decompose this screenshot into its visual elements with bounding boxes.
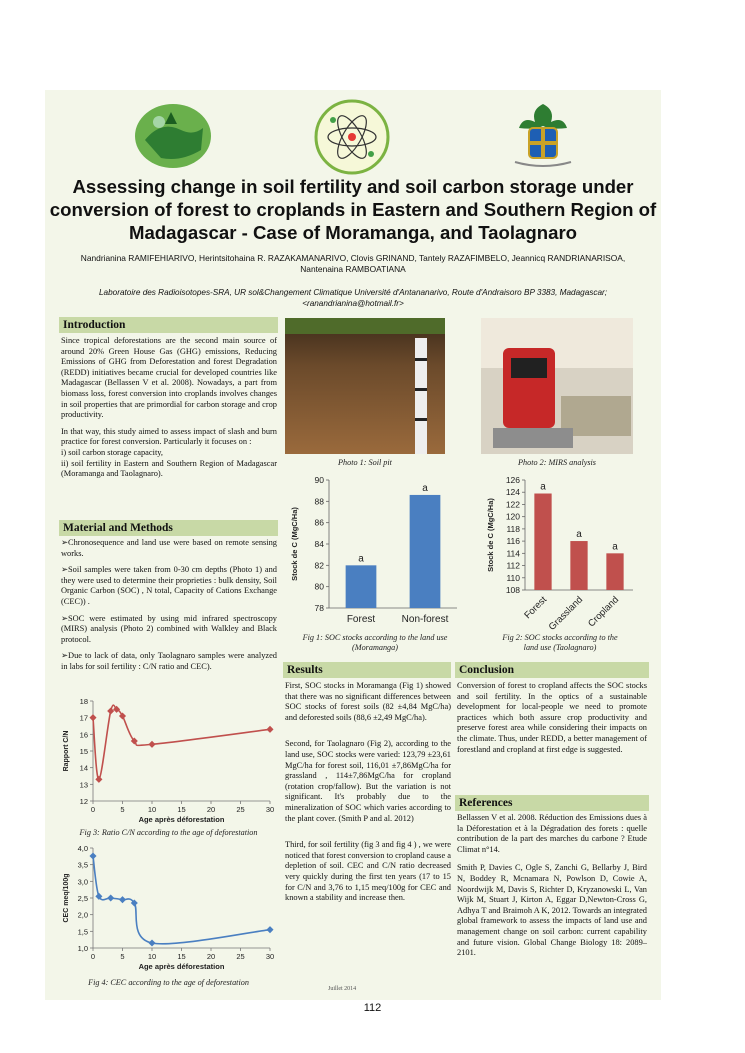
author-list: Nandrianina RAMIFEHIARIVO, Herintsitohaina R. RAZAKAMANARIVO, Clovis GRINAND, Tantely RAZAFIMBELO, Jeannicq RANDRIANARISOA, Nantenaina RAMBOATIANA xyxy=(80,253,626,274)
significance-letter: a xyxy=(422,482,428,494)
conclusion-heading: Conclusion xyxy=(455,662,649,678)
references-heading: References xyxy=(455,795,649,811)
data-point xyxy=(107,707,114,714)
y-tick-label: 90 xyxy=(314,475,324,485)
page-number: 112 xyxy=(363,1002,382,1014)
bar xyxy=(570,541,587,590)
intro-paragraph: In that way, this study aimed to assess impact of slash and burn practice for forest conversion. Particularly it focuses on : xyxy=(61,426,277,447)
x-tick-label: 15 xyxy=(177,952,186,961)
data-point xyxy=(119,896,126,903)
significance-letter: a xyxy=(576,529,582,541)
fig1-caption: Fig 1: SOC stocks according to the land use (Moramanga) xyxy=(302,633,448,652)
photo1-soil-pit xyxy=(285,318,445,454)
madagascar-partner-logo-icon xyxy=(131,100,215,172)
y-tick-label: 118 xyxy=(506,523,520,534)
bar xyxy=(346,565,377,608)
y-tick-label: 80 xyxy=(314,581,324,592)
fig4-cec-chart xyxy=(59,842,278,974)
footer-date: Juillet 2014 xyxy=(328,986,357,992)
x-tick-label: 15 xyxy=(177,805,186,814)
y-tick-label: 2,5 xyxy=(77,894,88,903)
data-point xyxy=(89,714,96,721)
bar xyxy=(606,553,623,590)
photo1-caption: Photo 1: Soil pit xyxy=(338,458,392,467)
introduction-text xyxy=(61,336,277,480)
x-tick-label: 25 xyxy=(236,952,245,961)
y-tick-label: 1,5 xyxy=(77,927,88,937)
fig4-caption: Fig 4: CEC according to the age of deforestation xyxy=(88,978,249,987)
affiliation: Laboratoire des Radioisotopes-SRA, UR sol&Changement Climatique Université d'Antananarivo, Route d'Andraisoro BP 3383, Madagascar; <ranandrianina@hotmail.fr> xyxy=(99,288,607,308)
category-label: Forest xyxy=(522,594,550,622)
intro-paragraph: i) soil carbon storage capacity, xyxy=(61,447,164,457)
y-tick-label: 82 xyxy=(314,560,324,571)
methods-heading: Material and Methods xyxy=(59,520,278,536)
y-tick-label: 2,0 xyxy=(77,910,88,920)
university-seal-logo-icon xyxy=(501,100,585,172)
y-tick-label: 12 xyxy=(79,797,88,806)
x-axis-label: Age après déforestation xyxy=(138,962,225,971)
reference-item: Bellassen V et al. 2008. Réduction des Emissions dues à la Déforestation et à la Dégradation des forets : quelle contribution de la part des marches du carbone ? Etude Climat n°14. xyxy=(457,813,647,854)
y-tick-label: 15 xyxy=(79,747,88,756)
results-paragraph: Third, for soil fertility (fig 3 and fig 4 ) , we were noticed that forest conversion to cropland cause a depletion of soil. CEC and C/N ratio decreased very quickly during the first ten years (17 to 15 for C/N and 3,76 to 1,15 meq/100g for CEC and known a stability and increase then. xyxy=(285,840,451,903)
y-tick-label: 78 xyxy=(314,603,324,613)
y-axis-label: Stock de C (MgC/Ha) xyxy=(486,498,495,572)
methods-item: ➢Due to lack of data, only Taolagnaro samples were analyzed in labs for soil fertility : C/N ratio and CEC). xyxy=(61,651,277,671)
methods-item: ➢Chronosequence and land use were based on remote sensing works. xyxy=(61,538,277,558)
x-tick-label: 20 xyxy=(206,805,216,814)
x-tick-label: 30 xyxy=(265,805,275,814)
x-tick-label: 30 xyxy=(265,952,275,961)
y-tick-label: 16 xyxy=(79,730,88,740)
y-axis-label: CEC meq/100g xyxy=(63,873,70,923)
bar xyxy=(534,494,551,590)
data-point xyxy=(95,776,102,783)
category-label: Non-forest xyxy=(401,614,449,625)
results-paragraph: First, SOC stocks in Moramanga (Fig 1) showed that there was no significant differences between SOC stocks of forest soils (82 ±4,84 MgC/ha) and deforested soils (88,6 ±2,49 MgC/ha). xyxy=(285,681,451,722)
y-tick-label: 116 xyxy=(506,536,520,547)
y-tick-label: 1,0 xyxy=(77,944,88,953)
x-tick-label: 0 xyxy=(90,952,96,961)
y-tick-label: 17 xyxy=(79,713,88,723)
fig3-cn-ratio-chart xyxy=(59,695,278,827)
results-heading: Results xyxy=(283,662,451,678)
y-tick-label: 18 xyxy=(79,697,88,706)
y-tick-label: 86 xyxy=(314,517,324,528)
x-tick-label: 20 xyxy=(206,952,216,961)
y-axis-label: Stock de C (MgC/Ha) xyxy=(290,507,299,581)
data-point xyxy=(148,939,155,946)
data-point xyxy=(107,894,114,901)
introduction-heading: Introduction xyxy=(59,317,278,333)
x-tick-label: 5 xyxy=(120,805,125,814)
y-tick-label: 88 xyxy=(314,496,324,507)
y-tick-label: 124 xyxy=(505,487,520,498)
intro-paragraph: ii) soil fertility in Eastern and Southern Region of Madagascar (Moramanga and Taolagnaro). xyxy=(61,458,277,479)
poster xyxy=(45,90,661,1000)
methods-item: ➢Soil samples were taken from 0-30 cm depths (Photo 1) and they were used to determine their proprieties : bulk density, Soil Organic Carbon (SOC) , N total, Capacity of Cations Exchange (CEC)) . xyxy=(61,565,277,606)
y-tick-label: 4,0 xyxy=(77,844,88,853)
y-tick-label: 122 xyxy=(505,499,520,510)
methods-item: ➢SOC were estimated by using mid infrared spectroscopy (MIRS) analysis (Photo 2) combined with Walkley and Black protocol. xyxy=(61,613,277,644)
data-point xyxy=(148,741,155,748)
data-point xyxy=(266,726,273,733)
laboratoire-radioisotopes-logo-icon xyxy=(307,98,397,176)
fig1-soc-moramanga-chart xyxy=(285,472,465,632)
y-tick-label: 114 xyxy=(506,548,520,559)
fig2-caption: Fig 2: SOC stocks according to the land use (Taolagnaro) xyxy=(502,633,618,652)
results-paragraph: Second, for Taolagnaro (Fig 2), according to the land use, SOC stocks were varied: 123,79 ±23,61 MgC/ha for forest soil, 116,01 ±7,86MgC/ha for grassland , 114±7,86MgC/ha for cropland (rotation crop/fallow). But the variation is not significant. It's probably due to the mineralization of SOC which varies according to the plant cover. (Smith P and al. 2012) xyxy=(285,739,451,823)
significance-letter: a xyxy=(612,541,618,553)
x-axis-label: Age après déforestation xyxy=(138,815,225,824)
y-tick-label: 112 xyxy=(506,560,520,571)
x-tick-label: 25 xyxy=(236,805,245,814)
fig2-svg xyxy=(481,472,641,632)
conclusion-text: Conversion of forest to cropland affects the SOC stocks and soil fertility. In the optics of a sustainable development for local-people we need to promote practices which both assure crop productivity and preserve forest area while considering their impacts on the climate. Thus, under REDD, a better management of forestland and cropland at first edge is suggested. xyxy=(457,681,647,754)
y-tick-label: 108 xyxy=(505,585,520,595)
fig2-soc-taolagnaro-chart xyxy=(481,472,641,632)
methods-text xyxy=(61,538,277,679)
x-tick-label: 10 xyxy=(147,805,157,814)
category-label: Cropland xyxy=(586,594,622,630)
photo2-mirs-analysis xyxy=(481,318,633,454)
reference-item: Smith P, Davies C, Ogle S, Zanchi G, Bellarby J, Bird N, Boddey R, Mcnamara N, Powlson D, Cowie A, Noordwijk M, Davis S, Richter D, Kryzanowski L, Van Wijk M, Stuart J, Kirton A, Eggar D,Newton-Cross G, Adhya T and Braimoh A K, 2012. Towards an integrated global framework to assess the impacts of land use and management change on soil carbon: current capability and future vision. Global Change Biology 18: 2089–2101. xyxy=(457,863,647,958)
x-tick-label: 5 xyxy=(120,952,125,961)
poster-title: Assessing change in soil fertility and soil carbon storage under conversion of forest to croplands in Eastern and Southern Region of Madagascar - Case of Moramanga, and Taolagnaro xyxy=(49,176,657,243)
references-list xyxy=(457,813,647,965)
y-tick-label: 120 xyxy=(505,511,520,522)
fig4-svg xyxy=(59,842,278,974)
y-tick-label: 3,0 xyxy=(77,877,88,887)
fig3-caption: Fig 3: Ratio C/N according to the age of deforestation xyxy=(79,828,258,837)
significance-letter: a xyxy=(358,553,364,565)
y-axis-label: Rapport C/N xyxy=(63,730,70,772)
y-tick-label: 126 xyxy=(505,475,520,485)
y-tick-label: 13 xyxy=(79,780,88,790)
results-text xyxy=(285,681,451,910)
y-tick-label: 84 xyxy=(314,539,324,549)
bar xyxy=(410,495,441,608)
fig3-svg xyxy=(59,695,278,827)
category-label: Forest xyxy=(346,614,376,625)
x-tick-label: 0 xyxy=(90,805,96,814)
y-tick-label: 14 xyxy=(79,763,88,773)
intro-paragraph: Since tropical deforestations are the second main source of around 20% Green House Gas (GHG) emissions, Reducing Emissions of GHG from Deforestation and forest Degradation (REDD) initiatives became crucial for developed countries like Madagascar (Bellassen V et al. 2008). Nowadays, a part from biomass loss, forest conversion into croplands involves changes in soil properties that are primordial for carbon storage and crop productivity. xyxy=(61,336,277,420)
data-point xyxy=(89,852,96,859)
x-tick-label: 10 xyxy=(147,952,157,961)
significance-letter: a xyxy=(540,481,546,493)
fig1-svg xyxy=(285,472,465,632)
category-label: Grassland xyxy=(546,594,586,633)
y-tick-label: 110 xyxy=(506,572,520,583)
data-point xyxy=(266,926,273,933)
photo2-caption: Photo 2: MIRS analysis xyxy=(518,458,596,467)
y-tick-label: 3,5 xyxy=(77,860,88,870)
